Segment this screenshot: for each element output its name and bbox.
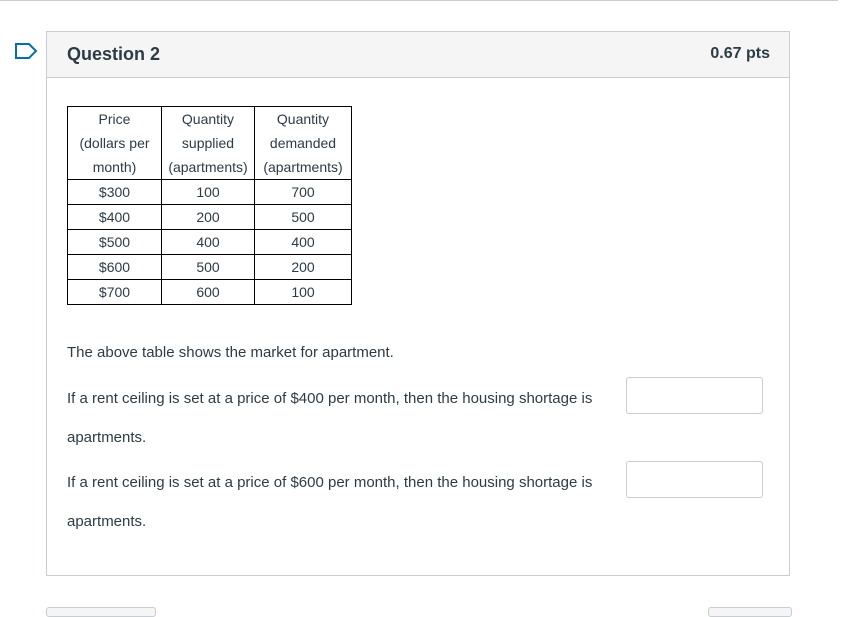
flag-question-icon[interactable] <box>14 43 38 59</box>
cell-supplied: 500 <box>162 255 255 280</box>
cell-price: $400 <box>68 205 162 230</box>
top-divider <box>0 0 838 1</box>
header-quantity-supplied: Quantity supplied (apartments) <box>162 107 255 180</box>
question-card <box>46 31 790 576</box>
previous-button[interactable] <box>46 607 156 617</box>
next-button[interactable] <box>708 607 792 617</box>
part2-prompt: If a rent ceiling is set at a price of $600 per month, then the housing shortage is <box>67 474 593 491</box>
market-table <box>67 106 352 305</box>
cell-supplied: 400 <box>162 230 255 255</box>
cell-supplied: 200 <box>162 205 255 230</box>
cell-price: $300 <box>68 180 162 205</box>
header-quantity-demanded: Quantity demanded (apartments) <box>255 107 352 180</box>
part2-suffix: apartments. <box>67 513 147 530</box>
question-title: Question 2 <box>67 44 161 64</box>
cell-demanded: 100 <box>255 280 352 305</box>
cell-demanded: 400 <box>255 230 352 255</box>
cell-demanded: 500 <box>255 205 352 230</box>
cell-supplied: 100 <box>162 180 255 205</box>
cell-supplied: 600 <box>162 280 255 305</box>
question-header <box>47 32 789 78</box>
part1-prompt: If a rent ceiling is set at a price of $400 per month, then the housing shortage is <box>67 390 593 407</box>
question-intro: The above table shows the market for apartment. <box>67 344 394 361</box>
part1-suffix: apartments. <box>67 429 147 446</box>
question-points: 0.67 pts <box>710 45 770 62</box>
table-row <box>68 280 352 305</box>
cell-price: $700 <box>68 280 162 305</box>
answer-input-1[interactable] <box>626 377 763 414</box>
answer-input-2[interactable] <box>626 461 763 498</box>
table-row <box>68 205 352 230</box>
header-price: Price (dollars per month) <box>68 107 162 180</box>
cell-price: $500 <box>68 230 162 255</box>
cell-price: $600 <box>68 255 162 280</box>
table-row <box>68 230 352 255</box>
cell-demanded: 700 <box>255 180 352 205</box>
cell-demanded: 200 <box>255 255 352 280</box>
table-row <box>68 180 352 205</box>
table-header-row <box>68 107 352 180</box>
table-row <box>68 255 352 280</box>
